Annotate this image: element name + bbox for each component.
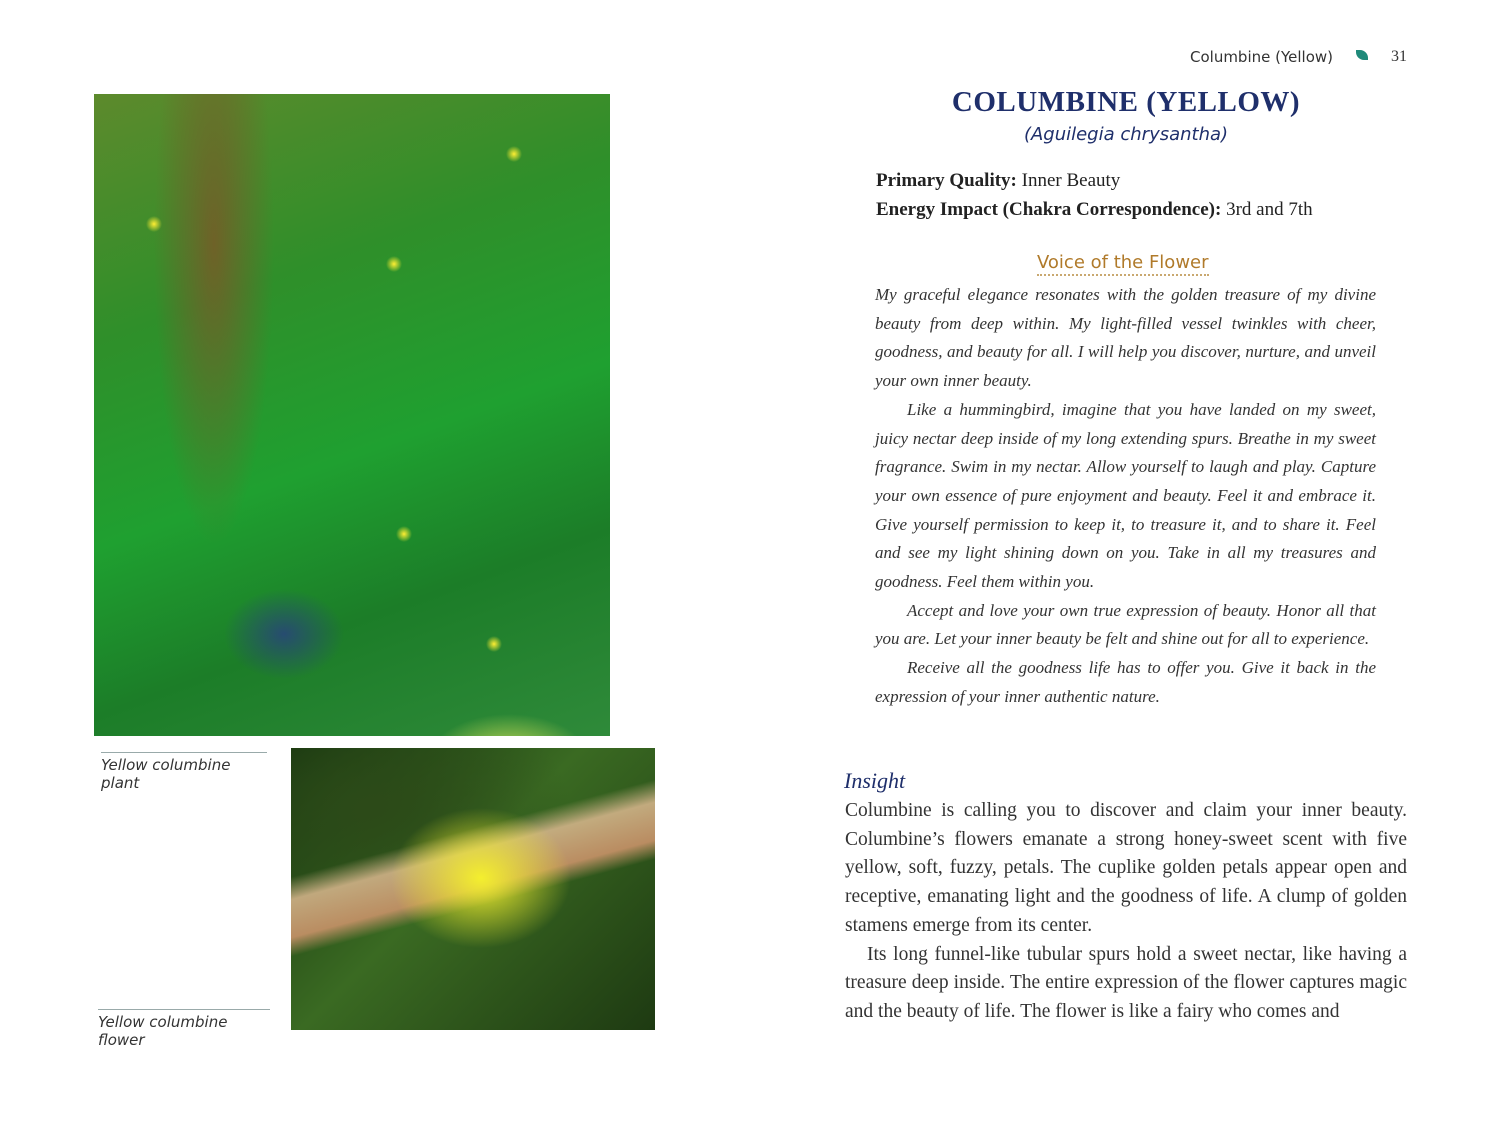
- paragraph: Accept and love your own true expression of beauty. Honor all that you are. Let your inner beauty be felt and shine out for all to experience.: [875, 600, 1376, 649]
- paragraph: My graceful elegance resonates with the golden treasure of my divine beauty from deep within. My light-filled vessel twinkles with cheer, goodness, and beauty for all. I will help you discover, nurture, and unveil your own inner beauty.: [875, 285, 1376, 391]
- page-number: 31: [1391, 48, 1407, 65]
- paragraph: Receive all the goodness life has to offer you. Give it back in the expression of your inner authentic nature.: [875, 658, 1376, 706]
- voice-heading: Voice of the Flower: [1037, 252, 1209, 276]
- property-value: Inner Beauty: [1021, 170, 1121, 191]
- insight-heading: Insight: [844, 768, 906, 793]
- paragraph: Its long funnel-like tubular spurs hold a sweet nectar, like having a treasure deep inside. The entire expression of the flower captures magic and the beauty of life. The flower is like a fairy who comes and: [845, 943, 1407, 1022]
- leaf-icon: [1356, 50, 1368, 60]
- page-title: COLUMBINE (YELLOW): [951, 86, 1301, 118]
- primary-quality: [876, 170, 1120, 192]
- energy-impact: [876, 199, 1313, 221]
- caption-plant: Yellow columbine plant: [101, 752, 267, 792]
- property-value: 3rd and 7th: [1226, 199, 1313, 220]
- yellow-columbine-flower-photo: [291, 748, 655, 1030]
- paragraph: Like a hummingbird, imagine that you have landed on my sweet, juicy nectar deep inside of my long extending spurs. Breathe in my sweet fragrance. Swim in my nectar. Allow yourself to laugh and play. Capture your own essence of pure enjoyment and beauty. Feel it and embrace it. Give yourself permission to keep it, to treasure it, and to share it. Feel and see my light shining down on you. Take in all my treasures and goodness. Feel them within you.: [875, 399, 1376, 592]
- insight-text: [845, 797, 1407, 1027]
- voice-of-the-flower-text: [875, 281, 1376, 712]
- property-label: Energy Impact (Chakra Correspondence):: [876, 199, 1222, 220]
- latin-name: (Aguilegia chrysantha): [1023, 124, 1229, 145]
- yellow-columbine-plant-photo: [94, 94, 610, 736]
- property-label: Primary Quality:: [876, 170, 1017, 191]
- caption-flower: Yellow columbine flower: [98, 1009, 270, 1049]
- running-head-title: Columbine (Yellow): [1190, 48, 1334, 66]
- paragraph: Columbine is calling you to discover and claim your inner beauty. Columbine’s flowers emanate a strong honey-sweet scent with five yellow, soft, fuzzy, petals. The cuplike golden petals appear open and receptive, emanating light and the goodness of life. A clump of golden stamens emerge from its center.: [845, 800, 1407, 936]
